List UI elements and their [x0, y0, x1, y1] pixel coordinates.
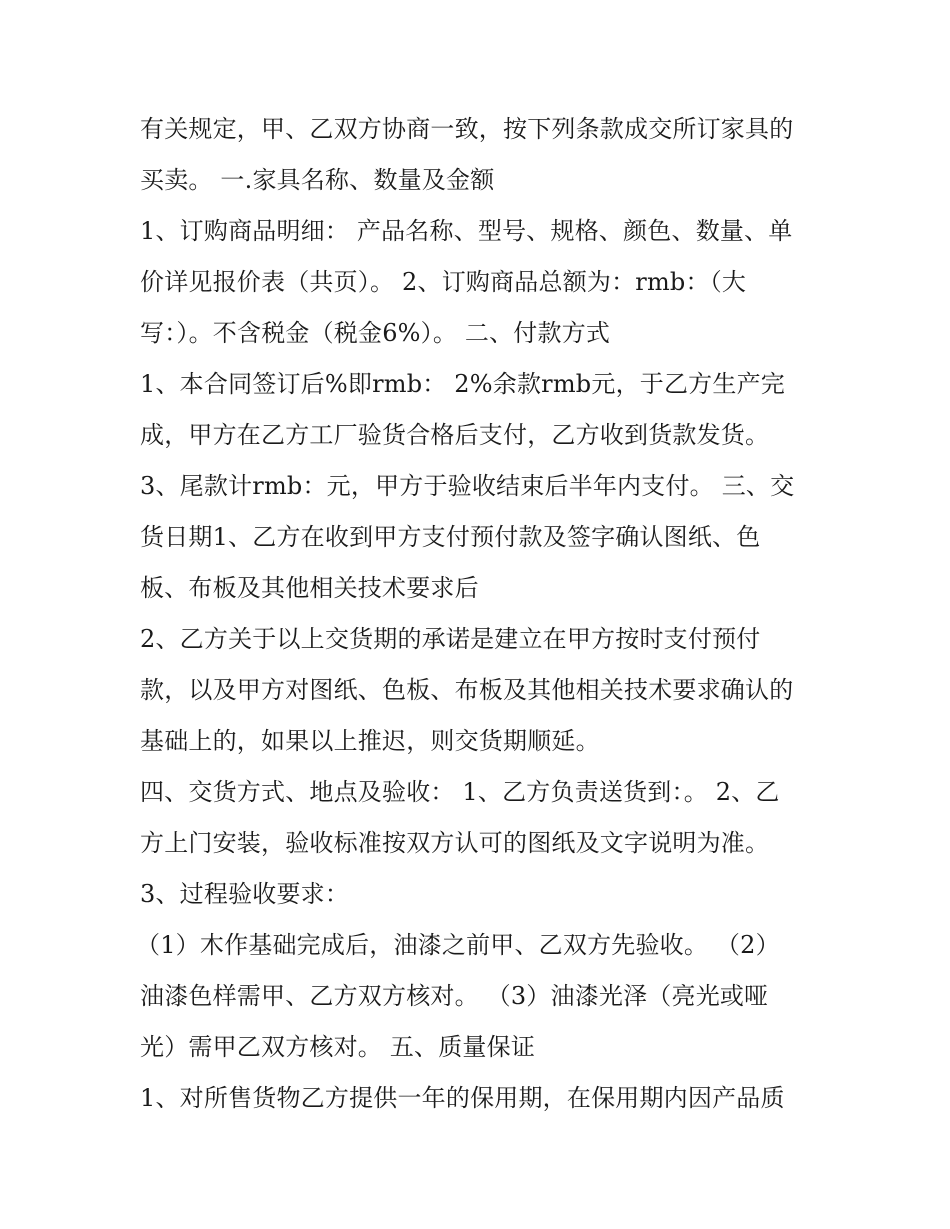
text-line: 有关规定，甲、乙双方协商一致，按下列条款成交所订家具的: [140, 115, 794, 143]
text-line: 1、对所售货物乙方提供一年的保用期，在保用期内因产品质: [140, 1084, 785, 1112]
text-line: 3、过程验收要求：: [140, 880, 350, 908]
text-line: 光）需甲乙双方核对。 五、质量保证: [140, 1033, 536, 1061]
text-line: 写：）。不含税金（税金6%）。 二、付款方式: [140, 319, 611, 347]
document-body: [136, 104, 820, 1124]
text-line: 3、尾款计rmb：元，甲方于验收结束后半年内支付。 三、交: [140, 472, 795, 500]
text-line: 货日期1、乙方在收到甲方支付预付款及签字确认图纸、色: [140, 523, 761, 551]
text-line: 价详见报价表（共页）。 2、订购商品总额为：rmb：（大: [140, 268, 747, 296]
text-line: 四、交货方式、地点及验收： 1、乙方负责送货到：。 2、乙: [140, 778, 780, 806]
text-line: 2、乙方关于以上交货期的承诺是建立在甲方按时支付预付: [140, 625, 761, 653]
text-line: 基础上的，如果以上推迟，则交货期顺延。: [140, 727, 600, 755]
text-line: 1、本合同签订后%即rmb： 2%余款rmb元，于乙方生产完: [140, 370, 785, 398]
text-line: 款，以及甲方对图纸、色板、布板及其他相关技术要求确认的: [140, 676, 794, 704]
text-line: 油漆色样需甲、乙方双方核对。 （3）油漆光泽（亮光或哑: [140, 982, 769, 1010]
text-line: 成，甲方在乙方工厂验货合格后支付，乙方收到货款发货。: [140, 421, 770, 449]
text-line: 方上门安装，验收标准按双方认可的图纸及文字说明为准。: [140, 829, 770, 857]
text-line: 板、布板及其他相关技术要求后: [140, 574, 479, 602]
text-line: （1）木作基础完成后，油漆之前甲、乙双方先验收。 （2）: [136, 931, 780, 959]
text-line: 买卖。 一.家具名称、数量及金额: [140, 166, 495, 194]
text-line: 1、订购商品明细： 产品名称、型号、规格、颜色、数量、单: [140, 217, 793, 245]
